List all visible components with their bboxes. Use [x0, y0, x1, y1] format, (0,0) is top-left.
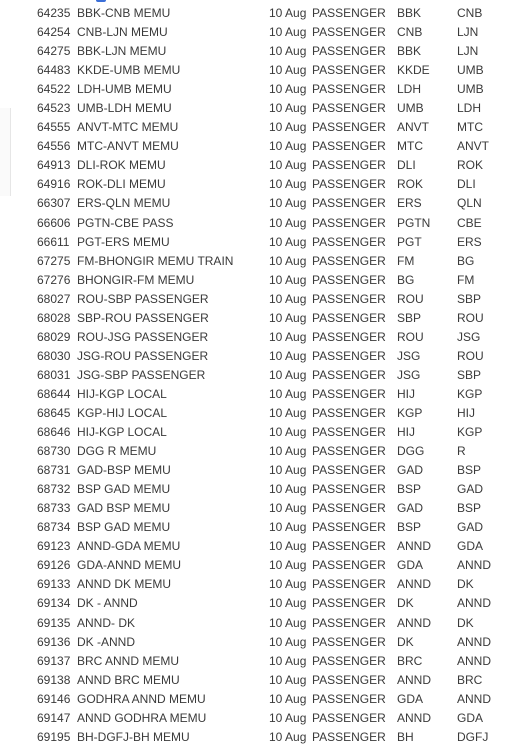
- station-to: R: [457, 444, 466, 459]
- train-date: 10 Aug: [269, 44, 307, 59]
- station-to: DK: [457, 577, 474, 592]
- train-date: 10 Aug: [269, 405, 307, 420]
- train-date: 10 Aug: [269, 539, 307, 554]
- train-number: 64522: [37, 82, 71, 97]
- train-type: PASSENGER: [312, 444, 386, 459]
- table-row: [0, 480, 518, 499]
- table-row: [0, 61, 518, 80]
- table-row: [0, 709, 518, 728]
- train-date: 10 Aug: [269, 158, 307, 173]
- train-date: 10 Aug: [269, 196, 307, 211]
- train-type: PASSENGER: [312, 729, 386, 744]
- station-to: GAD: [457, 482, 484, 497]
- table-row: [0, 728, 518, 747]
- train-date: 10 Aug: [269, 444, 307, 459]
- train-name: GODHRA ANND MEMU: [77, 691, 206, 706]
- station-from: KGP: [397, 405, 423, 420]
- train-name: ERS-QLN MEMU: [77, 196, 171, 211]
- train-date: 10 Aug: [269, 82, 307, 97]
- station-to: KGP: [457, 425, 483, 440]
- train-number: 68732: [37, 482, 71, 497]
- train-type: PASSENGER: [312, 82, 386, 97]
- station-from: KKDE: [397, 63, 430, 78]
- train-number: 69134: [37, 596, 71, 611]
- station-from: BH: [397, 729, 414, 744]
- train-date: 10 Aug: [269, 253, 307, 268]
- table-row: [0, 423, 518, 442]
- train-name: SBP-ROU PASSENGER: [77, 310, 209, 325]
- train-name: ROU-JSG PASSENGER: [77, 329, 209, 344]
- train-name: PGTN-CBE PASS: [77, 215, 174, 230]
- table-row: [0, 4, 518, 23]
- train-number: 69137: [37, 653, 71, 668]
- station-to: UMB: [457, 82, 484, 97]
- train-date: 10 Aug: [269, 691, 307, 706]
- train-name: BSP GAD MEMU: [77, 520, 171, 535]
- train-name: ANND DK MEMU: [77, 577, 172, 592]
- station-from: ERS: [397, 196, 422, 211]
- train-date: 10 Aug: [269, 463, 307, 478]
- station-to: GAD: [457, 520, 484, 535]
- station-from: FM: [397, 253, 415, 268]
- train-type: PASSENGER: [312, 6, 386, 20]
- station-from: BSP: [397, 520, 422, 535]
- train-name: BHONGIR-FM MEMU: [77, 272, 195, 287]
- table-row: [0, 652, 518, 671]
- train-type: PASSENGER: [312, 177, 386, 192]
- train-type: PASSENGER: [312, 101, 386, 116]
- train-name: BBK-LJN MEMU: [77, 44, 167, 59]
- train-number: 64483: [37, 63, 71, 78]
- train-type: PASSENGER: [312, 520, 386, 535]
- train-number: 69133: [37, 577, 71, 592]
- train-type: PASSENGER: [312, 253, 386, 268]
- train-date: 10 Aug: [269, 177, 307, 192]
- train-name: ANND- DK: [77, 615, 136, 630]
- train-number: 64523: [37, 101, 71, 116]
- station-to: CBE: [457, 215, 482, 230]
- train-number: 64913: [37, 158, 71, 173]
- station-to: ANND: [457, 596, 492, 611]
- train-name: ANVT-MTC MEMU: [77, 120, 179, 135]
- train-number: 66606: [37, 215, 71, 230]
- train-type: PASSENGER: [312, 44, 386, 59]
- station-to: BG: [457, 253, 475, 268]
- train-name: BH-DGFJ-BH MEMU: [77, 729, 190, 744]
- train-number: 69126: [37, 558, 71, 573]
- train-number: 64555: [37, 120, 71, 135]
- station-to: BRC: [457, 672, 483, 687]
- train-name: PGT-ERS MEMU: [77, 234, 170, 249]
- train-date: 10 Aug: [269, 672, 307, 687]
- station-to: LDH: [457, 101, 482, 116]
- table-row: [0, 385, 518, 404]
- train-name: BRC ANND MEMU: [77, 653, 180, 668]
- table-row: [0, 671, 518, 690]
- train-type: PASSENGER: [312, 272, 386, 287]
- table-row: [0, 233, 518, 252]
- train-date: 10 Aug: [269, 25, 307, 40]
- station-from: GDA: [397, 558, 424, 573]
- train-date: 10 Aug: [269, 234, 307, 249]
- train-date: 10 Aug: [269, 63, 307, 78]
- train-name: DK -ANND: [77, 634, 136, 649]
- table-row: [0, 690, 518, 709]
- station-from: JSG: [397, 367, 421, 382]
- train-type: PASSENGER: [312, 653, 386, 668]
- train-name: DK - ANND: [77, 596, 138, 611]
- train-date: 10 Aug: [269, 558, 307, 573]
- station-to: BSP: [457, 463, 482, 478]
- train-date: 10 Aug: [269, 348, 307, 363]
- train-type: PASSENGER: [312, 63, 386, 78]
- station-from: HIJ: [397, 386, 415, 401]
- train-name: ROK-DLI MEMU: [77, 177, 166, 192]
- train-type: PASSENGER: [312, 158, 386, 173]
- table-row: [0, 594, 518, 613]
- station-from: SBP: [397, 310, 422, 325]
- train-type: PASSENGER: [312, 596, 386, 611]
- train-number: 64275: [37, 44, 71, 59]
- train-number: 68731: [37, 463, 71, 478]
- station-to: ANND: [457, 653, 492, 668]
- train-type: PASSENGER: [312, 386, 386, 401]
- train-number: 68644: [37, 386, 71, 401]
- train-name: DLI-ROK MEMU: [77, 158, 166, 173]
- selection-marker-icon: [96, 0, 106, 2]
- train-date: 10 Aug: [269, 577, 307, 592]
- train-name: JSG-SBP PASSENGER: [77, 367, 206, 382]
- train-type: PASSENGER: [312, 615, 386, 630]
- station-to: LJN: [457, 25, 479, 40]
- station-from: BBK: [397, 44, 422, 59]
- train-name: FM-BHONGIR MEMU TRAIN: [77, 253, 234, 268]
- train-number: 69135: [37, 615, 71, 630]
- train-date: 10 Aug: [269, 6, 307, 20]
- station-from: PGTN: [397, 215, 431, 230]
- station-to: BSP: [457, 501, 482, 516]
- train-type: PASSENGER: [312, 634, 386, 649]
- train-type: PASSENGER: [312, 329, 386, 344]
- table-row: [0, 290, 518, 309]
- train-name: ANND BRC MEMU: [77, 672, 180, 687]
- train-date: 10 Aug: [269, 482, 307, 497]
- train-name: BBK-CNB MEMU: [77, 6, 171, 20]
- train-number: 68645: [37, 405, 71, 420]
- table-row: [0, 137, 518, 156]
- station-from: GAD: [397, 501, 424, 516]
- train-name: ROU-SBP PASSENGER: [77, 291, 209, 306]
- station-to: JSG: [457, 329, 481, 344]
- station-from: UMB: [397, 101, 424, 116]
- table-row: [0, 633, 518, 652]
- station-to: DK: [457, 615, 474, 630]
- train-type: PASSENGER: [312, 710, 386, 725]
- train-date: 10 Aug: [269, 120, 307, 135]
- station-to: FM: [457, 272, 475, 287]
- train-number: 69138: [37, 672, 71, 687]
- train-type: PASSENGER: [312, 405, 386, 420]
- train-type: PASSENGER: [312, 482, 386, 497]
- train-name: JSG-ROU PASSENGER: [77, 348, 209, 363]
- train-date: 10 Aug: [269, 710, 307, 725]
- table-row: [0, 442, 518, 461]
- station-from: DK: [397, 596, 414, 611]
- train-name: ANND GODHRA MEMU: [77, 710, 207, 725]
- table-row: [0, 194, 518, 213]
- train-number: 68646: [37, 425, 71, 440]
- train-type: PASSENGER: [312, 501, 386, 516]
- train-number: 64235: [37, 6, 71, 20]
- train-type: PASSENGER: [312, 425, 386, 440]
- station-from: BSP: [397, 482, 422, 497]
- train-number: 64556: [37, 139, 71, 154]
- train-type: PASSENGER: [312, 539, 386, 554]
- station-from: LDH: [397, 82, 422, 97]
- train-type: PASSENGER: [312, 196, 386, 211]
- train-number: 68027: [37, 291, 71, 306]
- station-from: HIJ: [397, 425, 415, 440]
- train-number: 64916: [37, 177, 71, 192]
- station-from: DK: [397, 634, 414, 649]
- train-date: 10 Aug: [269, 520, 307, 535]
- train-number: 64254: [37, 25, 71, 40]
- station-from: BG: [397, 272, 415, 287]
- train-date: 10 Aug: [269, 329, 307, 344]
- station-from: ROU: [397, 291, 424, 306]
- train-number: 69195: [37, 729, 71, 744]
- train-type: PASSENGER: [312, 691, 386, 706]
- table-row: [0, 575, 518, 594]
- train-number: 69123: [37, 539, 71, 554]
- train-name: LDH-UMB MEMU: [77, 82, 172, 97]
- train-date: 10 Aug: [269, 139, 307, 154]
- train-number: 67276: [37, 272, 71, 287]
- train-date: 10 Aug: [269, 729, 307, 744]
- table-row: [0, 214, 518, 233]
- station-to: GDA: [457, 710, 484, 725]
- train-date: 10 Aug: [269, 272, 307, 287]
- table-row: [0, 118, 518, 137]
- station-to: QLN: [457, 196, 482, 211]
- train-type: PASSENGER: [312, 139, 386, 154]
- train-name: CNB-LJN MEMU: [77, 25, 168, 40]
- table-row: [0, 309, 518, 328]
- train-type: PASSENGER: [312, 577, 386, 592]
- train-name: HIJ-KGP LOCAL: [77, 425, 167, 440]
- station-from: ANND: [397, 577, 432, 592]
- station-from: PGT: [397, 234, 422, 249]
- table-row: [0, 556, 518, 575]
- table-row: [0, 328, 518, 347]
- train-type: PASSENGER: [312, 310, 386, 325]
- station-to: ANND: [457, 558, 492, 573]
- station-from: MTC: [397, 139, 423, 154]
- train-type: PASSENGER: [312, 558, 386, 573]
- station-to: MTC: [457, 120, 483, 135]
- table-row: [0, 175, 518, 194]
- table-row: [0, 23, 518, 42]
- train-type: PASSENGER: [312, 25, 386, 40]
- train-date: 10 Aug: [269, 653, 307, 668]
- station-to: KGP: [457, 386, 483, 401]
- train-date: 10 Aug: [269, 367, 307, 382]
- station-from: ANND: [397, 539, 432, 554]
- station-to: ANND: [457, 691, 492, 706]
- station-from: CNB: [397, 25, 423, 40]
- train-number: 68029: [37, 329, 71, 344]
- train-name: MTC-ANVT MEMU: [77, 139, 179, 154]
- station-to: SBP: [457, 291, 482, 306]
- station-to: CNB: [457, 6, 483, 20]
- train-name: DGG R MEMU: [77, 444, 157, 459]
- table-row: [0, 252, 518, 271]
- train-name: UMB-LDH MEMU: [77, 101, 172, 116]
- train-number: 67275: [37, 253, 71, 268]
- train-date: 10 Aug: [269, 596, 307, 611]
- train-name: HIJ-KGP LOCAL: [77, 386, 167, 401]
- train-name: GDA-ANND MEMU: [77, 558, 181, 573]
- table-row: [0, 347, 518, 366]
- train-type: PASSENGER: [312, 215, 386, 230]
- table-row: [0, 518, 518, 537]
- station-to: HIJ: [457, 405, 475, 420]
- train-date: 10 Aug: [269, 101, 307, 116]
- train-number: 69136: [37, 634, 71, 649]
- train-date: 10 Aug: [269, 615, 307, 630]
- train-date: 10 Aug: [269, 386, 307, 401]
- table-row: [0, 271, 518, 290]
- station-from: ANND: [397, 615, 432, 630]
- train-number: 66307: [37, 196, 71, 211]
- train-number: 69147: [37, 710, 71, 725]
- station-to: ROK: [457, 158, 484, 173]
- station-from: DGG: [397, 444, 425, 459]
- train-date: 10 Aug: [269, 291, 307, 306]
- train-date: 10 Aug: [269, 501, 307, 516]
- train-type: PASSENGER: [312, 291, 386, 306]
- train-number: 68734: [37, 520, 71, 535]
- train-date: 10 Aug: [269, 310, 307, 325]
- station-to: ANND: [457, 634, 492, 649]
- train-date: 10 Aug: [269, 425, 307, 440]
- train-type: PASSENGER: [312, 672, 386, 687]
- station-from: ANND: [397, 672, 432, 687]
- train-number: 68730: [37, 444, 71, 459]
- table-row: [0, 404, 518, 423]
- station-to: ANVT: [457, 139, 490, 154]
- station-from: GDA: [397, 691, 424, 706]
- table-row: [0, 461, 518, 480]
- train-number: 68030: [37, 348, 71, 363]
- station-to: GDA: [457, 539, 484, 554]
- station-from: ROK: [397, 177, 424, 192]
- station-to: LJN: [457, 44, 479, 59]
- station-to: ERS: [457, 234, 482, 249]
- train-name: ANND-GDA MEMU: [77, 539, 181, 554]
- station-from: ROU: [397, 329, 424, 344]
- station-to: SBP: [457, 367, 482, 382]
- station-to: UMB: [457, 63, 484, 78]
- station-from: JSG: [397, 348, 421, 363]
- train-type: PASSENGER: [312, 348, 386, 363]
- station-to: ROU: [457, 348, 484, 363]
- station-from: ANND: [397, 710, 432, 725]
- train-type: PASSENGER: [312, 367, 386, 382]
- station-from: GAD: [397, 463, 424, 478]
- station-from: BBK: [397, 6, 422, 20]
- table-row: [0, 499, 518, 518]
- train-date: 10 Aug: [269, 634, 307, 649]
- table-row: [0, 80, 518, 99]
- table-row: [0, 537, 518, 556]
- train-number: 68733: [37, 501, 71, 516]
- station-to: ROU: [457, 310, 484, 325]
- train-date: 10 Aug: [269, 215, 307, 230]
- train-type: PASSENGER: [312, 463, 386, 478]
- table-row: [0, 156, 518, 175]
- table-row: [0, 99, 518, 118]
- train-name: GAD BSP MEMU: [77, 501, 171, 516]
- train-name: BSP GAD MEMU: [77, 482, 171, 497]
- station-from: BRC: [397, 653, 423, 668]
- train-name: KGP-HIJ LOCAL: [77, 405, 168, 420]
- table-row: [0, 366, 518, 385]
- train-number: 66611: [37, 234, 70, 249]
- train-number: 68028: [37, 310, 71, 325]
- train-number: 68031: [37, 367, 71, 382]
- station-from: DLI: [397, 158, 416, 173]
- train-type: PASSENGER: [312, 120, 386, 135]
- station-from: ANVT: [397, 120, 430, 135]
- train-list: [0, 4, 518, 747]
- table-row: [0, 42, 518, 61]
- station-to: DGFJ: [457, 729, 489, 744]
- train-number: 69146: [37, 691, 71, 706]
- table-row: [0, 614, 518, 633]
- train-name: GAD-BSP MEMU: [77, 463, 171, 478]
- train-name: KKDE-UMB MEMU: [77, 63, 181, 78]
- train-type: PASSENGER: [312, 234, 386, 249]
- station-to: DLI: [457, 177, 476, 192]
